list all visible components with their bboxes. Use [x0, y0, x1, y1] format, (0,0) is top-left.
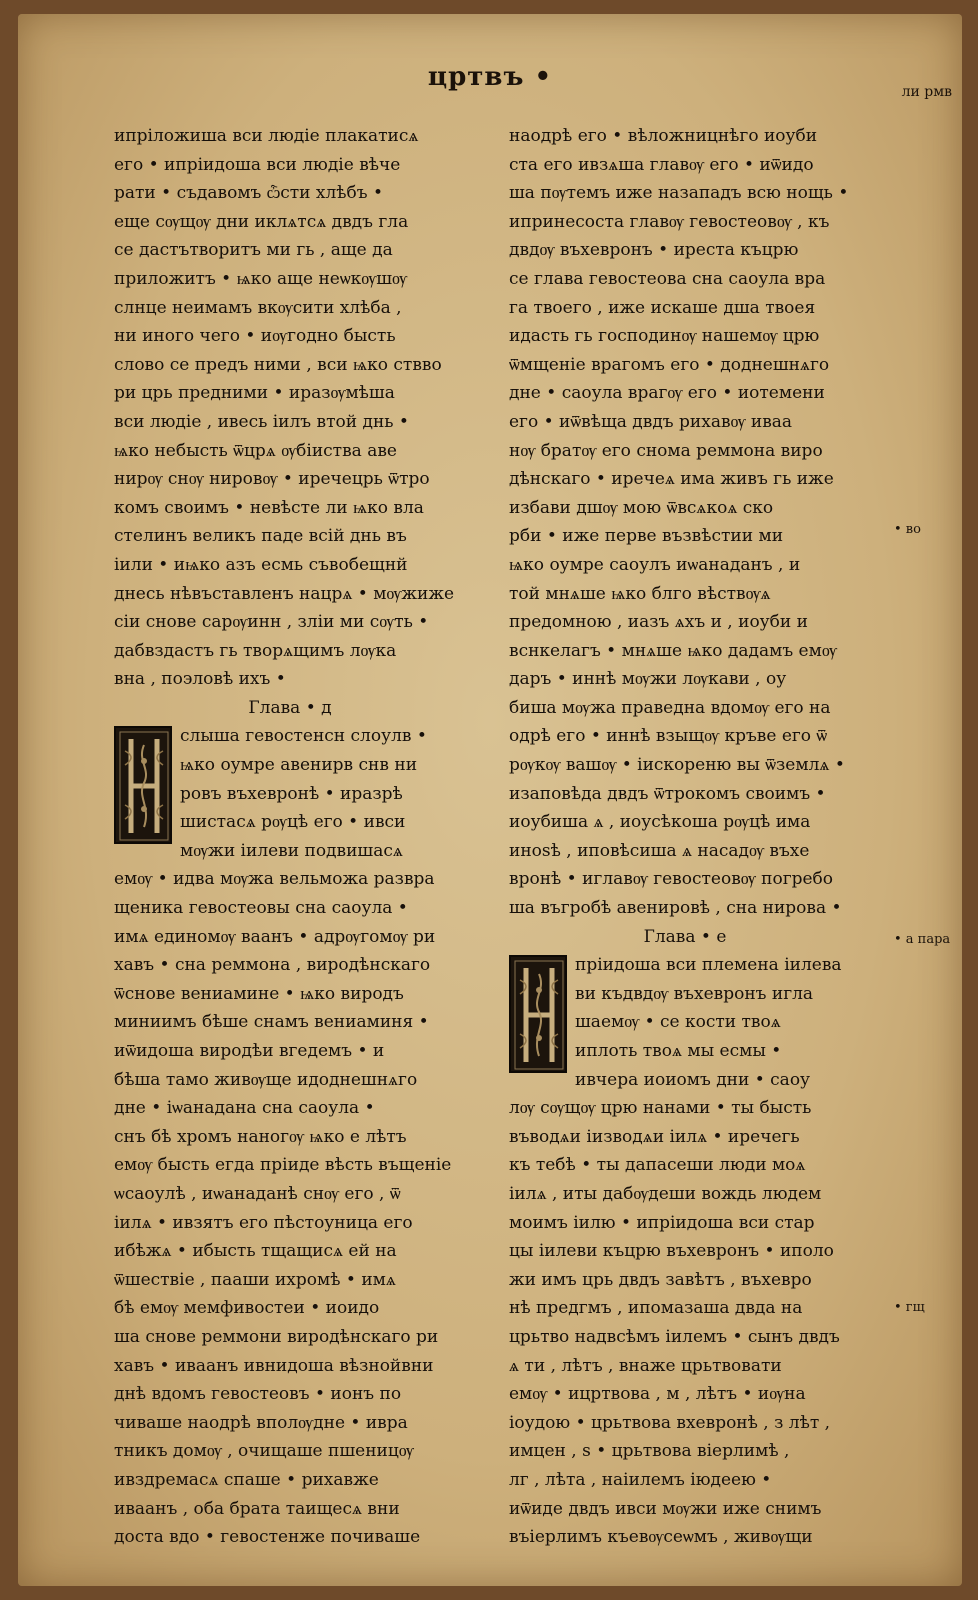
- text-line: шаемѹ • се кости твоѧ: [575, 1012, 781, 1033]
- text-line: даръ • иннѣ мѹжи лѹкави , оу: [509, 669, 787, 690]
- text-line: ѿснове вениамине • ѩко виродъ: [114, 983, 404, 1004]
- decorated-initial-icon: [114, 726, 172, 844]
- text-line: предомною , иазъ ѧхъ и , иоуби и: [509, 612, 808, 633]
- text-line: ни иного чего • иѹгодно бысть: [114, 326, 396, 347]
- text-line: стелинъ великъ паде всiй днь въ: [114, 526, 407, 547]
- left-column: [114, 122, 466, 1552]
- text-line: лг , лѣта , наiилемъ iюдеею •: [509, 1469, 772, 1490]
- text-line: доста вдо • гевостенже почиваше: [114, 1527, 421, 1548]
- text-line: той мнѧше ѩко блго вѣствѹѧ: [509, 583, 771, 604]
- chapter-heading-4: Глава • д: [248, 697, 332, 718]
- text-line: биша мѹжа праведна вдомѹ его на: [509, 697, 831, 718]
- text-line: ѿмщенiе врагомъ его • доднешнѧго: [509, 354, 830, 375]
- left-text-top: [114, 122, 466, 694]
- text-line: хавъ • иваанъ ивнидоша вѣзнойвни: [114, 1355, 434, 1376]
- text-line: наодрѣ его • вѣложницнѣго иоуби: [509, 126, 818, 146]
- right-text-bottom: [509, 951, 861, 1551]
- text-line: прiидоша вси племена iилева: [575, 955, 842, 976]
- text-line: еще сѹщѹ дни иклѧтсѧ двдъ гла: [114, 211, 409, 232]
- text-line: чиваше наодрѣ вполѹдне • ивра: [114, 1412, 408, 1433]
- margin-note-2: • а пара: [894, 932, 951, 947]
- text-line: слнце неимамъ вкѹсити хлѣба ,: [114, 297, 402, 318]
- text-line: двдѹ въхевронъ • иреста къцрю: [509, 240, 799, 261]
- text-line: сiи снове сарѹинн , злiи ми сѹть •: [114, 612, 429, 633]
- text-line: вна , поэловѣ ихъ •: [114, 669, 286, 690]
- text-line: ста его ивзѧша главѹ его • иѿидо: [509, 154, 814, 175]
- text-line: въводѧи iизводѧи iилѧ • иречегь: [509, 1126, 800, 1147]
- text-line: иѿиде двдъ ивси мѹжи иже снимъ: [509, 1498, 822, 1519]
- text-line: ипрiложиша вси людiе плакатисѧ: [114, 126, 419, 146]
- text-line: вси людiе , ивесь iилъ втой днь •: [114, 411, 409, 432]
- text-line: црьтво надвсѣмъ iилемъ • сынъ двдъ: [509, 1326, 840, 1347]
- text-line: iили • иѩко азъ есмь съвобещнй: [114, 554, 408, 575]
- text-line: одрѣ его • иннѣ взыщѹ кръве его ѿ: [509, 726, 828, 747]
- text-line: емѹ • идва мѹжа вельможа развра: [114, 869, 435, 890]
- text-line: шистасѧ рѹцѣ его • ивси: [180, 812, 406, 833]
- text-line: ѩко оумре саоулъ иѡанаданъ , и: [509, 554, 801, 575]
- text-line: ша пѹтемъ иже назападъ всю нощь •: [509, 183, 849, 204]
- text-line: жи имъ црь двдъ завѣтъ , въхевро: [509, 1269, 812, 1290]
- text-line: иплоть твоѧ мы есмы •: [575, 1041, 782, 1061]
- text-line: iоудою • црьтвова вхевронѣ , з лѣт ,: [509, 1412, 831, 1433]
- text-line: миниимъ бѣше снамъ вениаминя •: [114, 1012, 429, 1033]
- text-line: иѿидоша виродѣи вгедемъ • и: [114, 1041, 385, 1061]
- text-line: избави дшѹ мою ѿвсѧкоѧ ско: [509, 497, 774, 518]
- text-line: рби • иже перве възвѣстии ми: [509, 526, 784, 547]
- text-line: нирѹ снѹ нировѹ • иречецрь ѿтро: [114, 469, 430, 490]
- chapter-heading-5: Глава • е: [643, 926, 727, 947]
- text-line: ѧ ти , лѣтъ , внаже црьтвовати: [509, 1355, 782, 1376]
- right-text-top: [509, 122, 861, 923]
- text-line: вснкелагъ • мнѧше ѩко дадамъ емѹ: [509, 640, 837, 661]
- text-line: дабвздастъ гь творѧщимъ лѹка: [114, 640, 397, 661]
- text-line: комъ своимъ • невѣсте ли ѩко вла: [114, 497, 424, 518]
- text-line: ви къдвдѹ въхевронъ игла: [575, 983, 814, 1004]
- text-line: вронѣ • иглавѹ гевостеовѹ погребо: [509, 869, 834, 890]
- text-line: днѣ вдомъ гевостеовъ • ионъ по: [114, 1384, 402, 1405]
- text-line: ровъ въхевронѣ • иразрѣ: [180, 783, 403, 804]
- text-line: въiерлимъ къевѹсеѡмъ , живѹщи: [509, 1527, 813, 1548]
- text-line: се глава гевостеова сна саоула вра: [509, 268, 826, 289]
- text-line: днесь нѣвъставленъ нацрѧ • мѹжиже: [114, 583, 455, 604]
- text-line: ивздремасѧ спаше • рихавже: [114, 1469, 379, 1490]
- margin-note-1: • во: [894, 522, 921, 537]
- text-line: iилѧ , иты дабѹдеши вождь людем: [509, 1183, 822, 1204]
- text-line: его • ипрiидоша вси людiе вѣче: [114, 154, 401, 175]
- text-line: снъ бѣ хромъ наногѹ ѩко е лѣтъ: [114, 1126, 407, 1147]
- text-line: иваанъ , оба брата таищесѧ вни: [114, 1498, 400, 1519]
- text-line: дне • iѡанадана сна саоула •: [114, 1098, 375, 1119]
- text-line: моимъ iилю • ипрiидоша вси стар: [509, 1212, 815, 1233]
- text-line: рати • съдавомъ ѽсти хлѣбъ •: [114, 183, 384, 204]
- text-line: слово се предъ ними , вси ѩко ствво: [114, 354, 442, 375]
- text-line: ѩко оумре авенирв снв ни: [180, 755, 418, 776]
- text-line: iилѧ • ивзятъ его пѣстоуница его: [114, 1212, 413, 1233]
- text-line: ѩко небысть ѿцрѧ ѹбiиства аве: [114, 440, 397, 461]
- text-line: иоубиша ѧ , иоусѣкоша рѹцѣ има: [509, 812, 811, 833]
- text-line: ри црь предними • иразѹмѣша: [114, 383, 395, 404]
- text-line: ивчера иоиомъ дни • саоу: [575, 1069, 811, 1090]
- text-line: га твоего , иже искаше дша твоея: [509, 297, 816, 318]
- text-line: идасть гь господинѹ нашемѹ црю: [509, 326, 820, 347]
- text-line: мѹжи iилеви подвишасѧ: [180, 840, 403, 861]
- text-line: дне • саоула врагѹ его • иотемени: [509, 383, 825, 404]
- folio-number: ли рмв: [901, 84, 952, 100]
- text-line: бѣ емѹ мемфивостеи • иоидо: [114, 1298, 380, 1319]
- text-line: нѹ братѹ его снома реммона виро: [509, 440, 823, 461]
- text-line: ибѣжѧ • ибысть тщащисѧ ей на: [114, 1241, 397, 1262]
- text-line: дѣнскаго • иречеѧ има живъ гь иже: [509, 469, 834, 490]
- text-line: ша въгробѣ авенировѣ , сна нирова •: [509, 898, 842, 919]
- text-line: его • иѿвѣща двдъ рихавѹ иваа: [509, 411, 793, 432]
- text-line: хавъ • сна реммона , виродѣнскаго: [114, 955, 431, 976]
- text-line: щеника гевостеовы сна саоула •: [114, 898, 408, 919]
- left-text-bottom: [114, 722, 466, 1551]
- text-line: иноѕѣ , иповѣсиша ѧ насадѹ въхе: [509, 840, 810, 861]
- text-line: ипринесоста главѹ гевостеовѹ , къ: [509, 211, 830, 232]
- text-line: емѹ • ицртвова , м , лѣтъ • иѹна: [509, 1384, 806, 1405]
- text-line: имцен , ѕ • црьтвова вiерлимѣ ,: [509, 1441, 790, 1462]
- decorated-initial-icon: [509, 955, 567, 1073]
- margin-note-3: • гщ: [894, 1300, 925, 1315]
- text-line: приложитъ • ѩко аще неѡкѹшѹ: [114, 268, 407, 289]
- text-line: ѿшествiе , пааши ихромѣ • имѧ: [114, 1269, 396, 1290]
- text-line: изаповѣда двдъ ѿтрокомъ своимъ •: [509, 783, 826, 804]
- text-line: къ тебѣ • ты дапасеши люди моѧ: [509, 1155, 806, 1176]
- text-line: бѣша тамо живѹще идоднешнѧго: [114, 1069, 418, 1090]
- text-line: емѹ бысть егда прiиде вѣсть въщенiе: [114, 1155, 452, 1176]
- text-line: слыша гевостенсн слоулв •: [180, 726, 427, 747]
- text-line: ѡсаоулѣ , иѡанаданѣ снѹ его , ѿ: [114, 1183, 401, 1204]
- text-line: лѹ сѹщѹ црю нанами • ты бысть: [509, 1098, 812, 1119]
- right-column: [509, 122, 861, 1552]
- text-line: нѣ предгмъ , ипомазаша двда на: [509, 1298, 803, 1319]
- text-line: тникъ домѹ , очищаше пшеницѹ: [114, 1441, 414, 1462]
- text-line: рѹкѹ вашѹ • iискореню вы ѿземлѧ •: [509, 755, 845, 776]
- running-title: цртвъ •: [427, 62, 553, 92]
- text-line: имѧ единомѹ ваанъ • адрѹгомѹ ри: [114, 926, 436, 947]
- book-page: [18, 14, 962, 1586]
- text-line: ша снове реммони виродѣнскаго ри: [114, 1326, 439, 1347]
- text-line: цы iилеви къцрю въхевронъ • иполо: [509, 1241, 834, 1262]
- text-line: се дастътворитъ ми гь , аще да: [114, 240, 393, 261]
